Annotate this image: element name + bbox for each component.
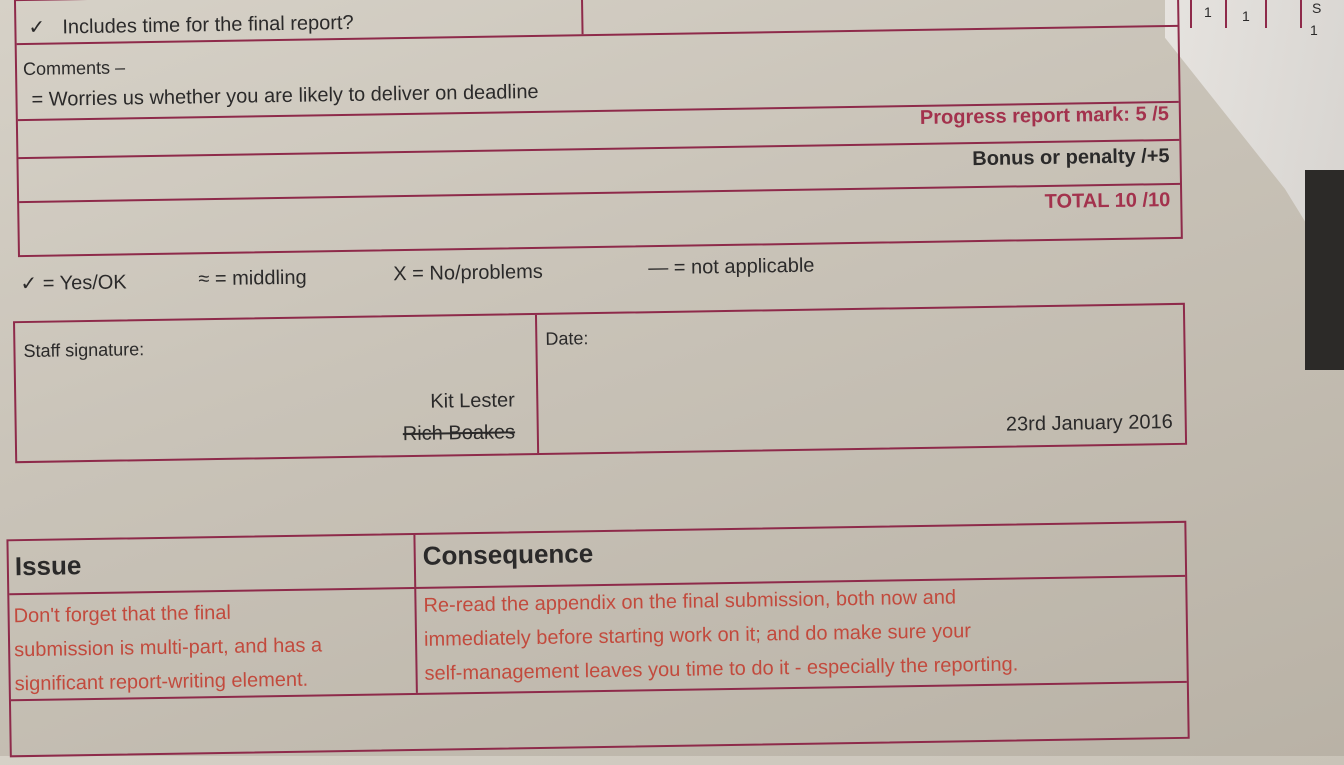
signature-table (13, 303, 1187, 463)
signature-name-kit-lester: Kit Lester (430, 389, 515, 413)
consequence-line-3: self-management leaves you time to do it - especially the reporting. (424, 653, 1019, 685)
progress-report-mark: Progress report mark: 5 /5 (919, 103, 1170, 129)
date-value: 23rd January 2016 (1005, 411, 1173, 436)
legend-yes: ✓ = Yes/OK (20, 271, 127, 296)
consequence-line-1: Re-read the appendix on the final submission, both now and (423, 586, 957, 617)
issues-table (6, 521, 1189, 758)
tick-line (1190, 0, 1192, 28)
marks-table (14, 0, 1183, 257)
mark-s: S (1312, 0, 1322, 16)
criterion-final-report: Includes time for the final report? (62, 11, 354, 39)
comments-text: = Worries us whether you are likely to deliver on deadline (31, 80, 539, 111)
signature-name-struck: Rich Boakes (402, 421, 516, 446)
staff-signature-label: Staff signature: (23, 339, 145, 362)
bonus-penalty: Bonus or penalty /+5 (972, 145, 1170, 171)
legend-middling: ≈ = middling (198, 266, 307, 291)
row-divider (19, 183, 1180, 203)
column-divider (581, 0, 584, 34)
tick-line (1265, 0, 1267, 28)
column-divider (413, 535, 417, 693)
check-mark-icon: ✓ (28, 16, 46, 39)
mark-2: 1 (1242, 8, 1250, 24)
date-label: Date: (545, 328, 589, 349)
mark-3: 1 (1310, 22, 1318, 38)
mark-1: 1 (1204, 4, 1212, 20)
issue-line-3: significant report-writing element. (14, 668, 309, 696)
tick-line (1225, 0, 1227, 28)
issue-line-1: Don't forget that the final (13, 601, 232, 628)
column-divider (535, 315, 539, 453)
comments-label: Comments – (22, 57, 126, 80)
tick-line (1300, 0, 1302, 28)
legend-no: X = No/problems (393, 260, 543, 286)
issue-line-2: submission is multi-part, and has a (13, 634, 323, 662)
consequence-header: Consequence (422, 538, 594, 571)
issue-header: Issue (14, 550, 82, 582)
adjacent-page-marks (1180, 0, 1344, 40)
consequence-line-2: immediately before starting work on it; and do make sure your (423, 620, 972, 651)
legend-not-applicable: — = not applicable (648, 254, 815, 280)
total-mark: TOTAL 10 /10 (1044, 189, 1171, 213)
